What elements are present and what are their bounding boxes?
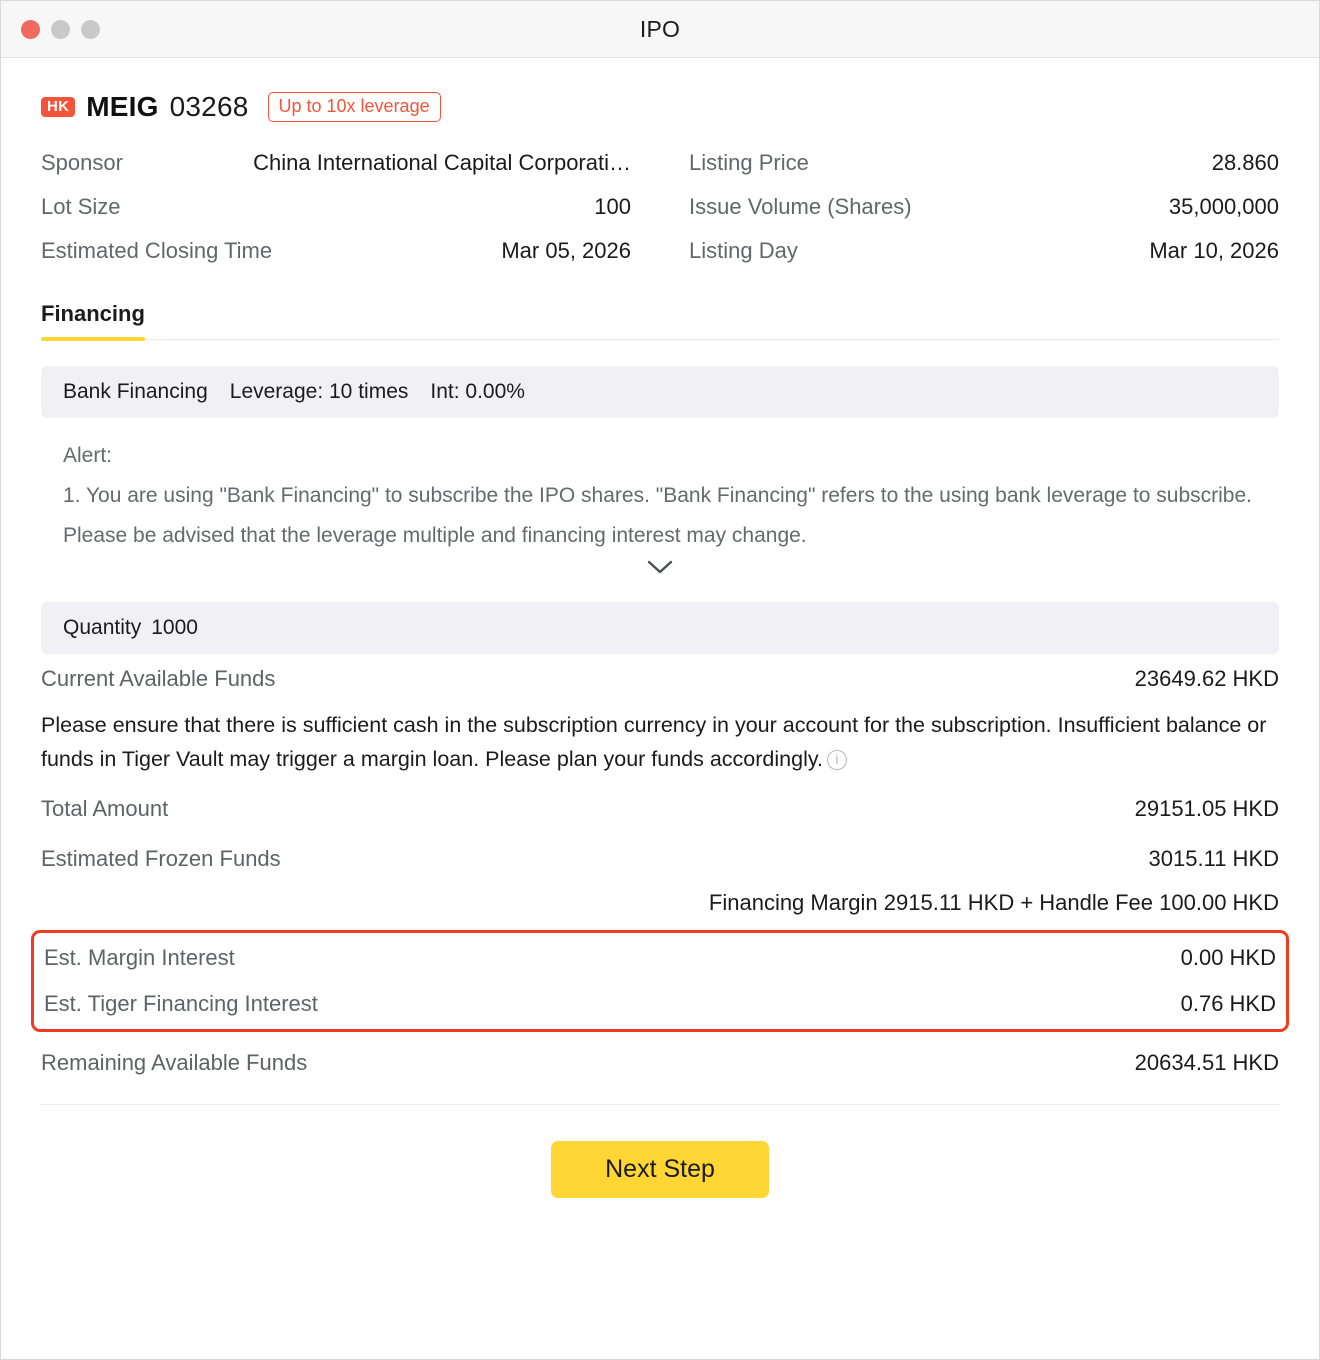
quantity-value: 1000 xyxy=(151,615,198,639)
interest-highlight-box xyxy=(31,930,1289,1032)
funds-notice xyxy=(41,704,1279,785)
quantity-label: Quantity xyxy=(63,615,142,639)
available-funds-value: 23649.62 HKD xyxy=(1134,665,1279,691)
row-remaining-funds xyxy=(41,1038,1279,1088)
title-bar xyxy=(1,1,1319,58)
total-amount-label: Total Amount xyxy=(41,796,169,822)
frozen-funds-breakdown: Financing Margin 2915.11 HKD + Handle Fee 100.00 HKD xyxy=(708,890,1279,916)
tab-bar xyxy=(41,301,1279,340)
main-content xyxy=(1,58,1319,1198)
ipo-info-grid xyxy=(41,141,1279,273)
available-funds-label: Current Available Funds xyxy=(41,665,276,691)
info-issue-volume-label: Issue Volume (Shares) xyxy=(689,194,912,219)
info-sponsor-value: China International Capital Corporati… xyxy=(253,150,631,175)
stock-name: MEIG xyxy=(86,91,159,122)
info-listing-day xyxy=(689,229,1279,273)
info-lot-size-label: Lot Size xyxy=(41,194,121,219)
financing-method-select[interactable] xyxy=(41,366,1279,418)
remaining-funds-value: 20634.51 HKD xyxy=(1134,1050,1279,1076)
info-lot-size xyxy=(41,185,631,229)
alert-title: Alert: xyxy=(63,444,113,467)
total-amount-value: 29151.05 HKD xyxy=(1134,796,1279,822)
info-sponsor xyxy=(41,141,631,185)
window-title: IPO xyxy=(639,15,681,42)
margin-interest-label: Est. Margin Interest xyxy=(44,945,235,971)
row-tiger-interest xyxy=(44,981,1276,1027)
leverage-badge: Up to 10x leverage xyxy=(268,92,441,122)
footer xyxy=(41,1105,1279,1198)
funds-notice-text: Please ensure that there is sufficient cash in the subscription currency in your account for the subscription. Insufficient balance or funds in Tiger Vault may trigger a margin loan. Please plan your funds accordingly. xyxy=(41,712,1267,772)
info-closing-time xyxy=(41,229,631,273)
financing-leverage-label: Leverage: 10 times xyxy=(229,380,409,403)
tiger-interest-label: Est. Tiger Financing Interest xyxy=(44,991,318,1017)
info-issue-volume-value: 35,000,000 xyxy=(1168,194,1279,219)
info-listing-day-label: Listing Day xyxy=(689,238,798,263)
remaining-funds-label: Remaining Available Funds xyxy=(41,1050,308,1076)
info-lot-size-value: 100 xyxy=(594,194,631,219)
stock-header xyxy=(41,58,1279,123)
financing-alert xyxy=(41,436,1279,556)
row-margin-interest xyxy=(44,935,1276,981)
financing-interest-label: Int: 0.00% xyxy=(430,380,525,403)
row-frozen-funds xyxy=(41,834,1279,884)
frozen-funds-value: 3015.11 HKD xyxy=(1148,846,1279,872)
row-available-funds xyxy=(41,654,1279,704)
tiger-interest-value: 0.76 HKD xyxy=(1180,991,1276,1017)
info-closing-time-label: Estimated Closing Time xyxy=(41,238,273,263)
alert-text: 1. You are using "Bank Financing" to subscribe the IPO shares. "Bank Financing" refers to the using bank leverage to subscribe. Please be advised that the leverage multiple and financing interest may change. xyxy=(63,483,1253,547)
info-closing-time-value: Mar 05, 2026 xyxy=(501,238,631,263)
financing-method-label: Bank Financing xyxy=(63,380,208,403)
margin-interest-value: 0.00 HKD xyxy=(1180,945,1276,971)
info-listing-price xyxy=(689,141,1279,185)
stock-code: 03268 xyxy=(169,91,249,122)
quantity-select[interactable] xyxy=(41,602,1279,654)
row-total-amount xyxy=(41,784,1279,834)
frozen-funds-label: Estimated Frozen Funds xyxy=(41,846,281,872)
info-listing-price-label: Listing Price xyxy=(689,150,809,175)
market-badge: HK xyxy=(41,97,75,117)
info-listing-day-value: Mar 10, 2026 xyxy=(1149,238,1279,263)
next-step-button[interactable]: Next Step xyxy=(551,1141,769,1198)
info-issue-volume xyxy=(689,185,1279,229)
tab-financing[interactable]: Financing xyxy=(41,301,145,339)
chevron-down-icon[interactable] xyxy=(41,558,1279,580)
info-sponsor-label: Sponsor xyxy=(41,150,123,175)
info-icon[interactable]: i xyxy=(827,750,847,770)
info-listing-price-value: 28.860 xyxy=(1211,150,1279,175)
